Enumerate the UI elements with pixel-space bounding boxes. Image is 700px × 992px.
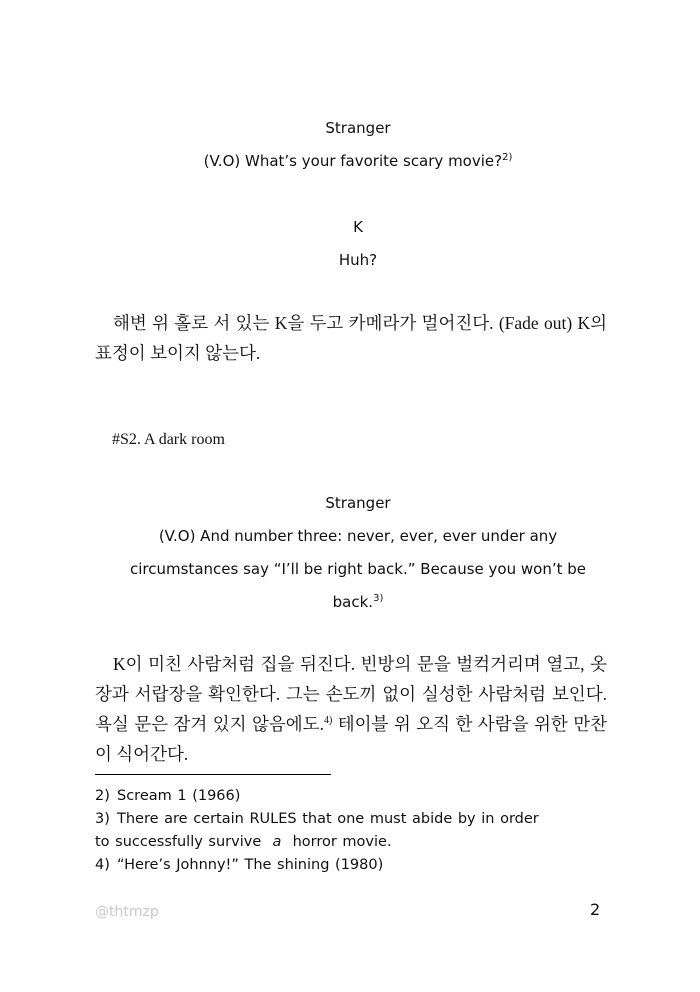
footnote-ref: 2)	[502, 152, 513, 163]
speaker-stranger: Stranger	[325, 119, 391, 137]
speaker-k: K	[353, 218, 363, 236]
dialogue-line	[96, 152, 620, 170]
footnote-text: horror movie.	[292, 834, 392, 850]
dialogue-line: (V.O) And number three: never, ever, ever under any	[158, 527, 558, 545]
footnote-text: to successfully survive	[95, 834, 262, 850]
footnote	[95, 785, 607, 808]
speaker-stranger: Stranger	[325, 494, 391, 512]
dialogue-line	[96, 593, 620, 611]
footnote-number: 4)	[95, 857, 110, 873]
action-paragraph: 해변 위 홀로 서 있는 K을 두고 카메라가 멀어진다. (Fade out) K의 표정이 보이지 않는다.	[95, 313, 607, 363]
action-text: 테이블 위 오직 한 사람을 위한 만찬이 식어간다.	[95, 714, 608, 764]
footnote	[95, 808, 607, 831]
footnote	[95, 854, 607, 877]
watermark: @thtmzp	[95, 904, 159, 920]
footnote-text: Scream 1 (1966)	[117, 788, 241, 804]
footnote-ref: 3)	[373, 593, 384, 604]
dialogue-line: circumstances say “I’ll be right back.” Because you won’t be	[130, 560, 586, 578]
footnote-number: 2)	[95, 788, 110, 804]
action-text: K이 미친 사람처럼 집을 뒤진다. 빈방의 문을 벌컥거리며 열고, 옷장과 서랍장을 확인한다. 그는 손도끼 없이 실성한 사람처럼 보인다. 욕실 문은 잠겨 있지 않음에도.	[95, 654, 607, 734]
action-paragraph	[95, 649, 607, 769]
dialogue-text: (V.O) What’s your favorite scary movie?	[203, 152, 503, 170]
footnote-continuation	[95, 831, 585, 854]
footnote-divider	[95, 774, 331, 775]
dialogue-text: back.	[332, 593, 374, 611]
dialogue-reply: Huh?	[338, 251, 378, 269]
footnote-ref: 4)	[323, 715, 333, 727]
footnote-number: 3)	[95, 811, 110, 827]
footnote-text: “Here’s Johnny!” The shining (1980)	[117, 857, 384, 873]
page-number: 2	[590, 900, 601, 919]
footnote-italic: a	[272, 834, 282, 850]
footnote-text: There are certain RULES that one must abide by in order	[117, 811, 539, 827]
scene-heading: #S2. A dark room	[112, 431, 225, 448]
